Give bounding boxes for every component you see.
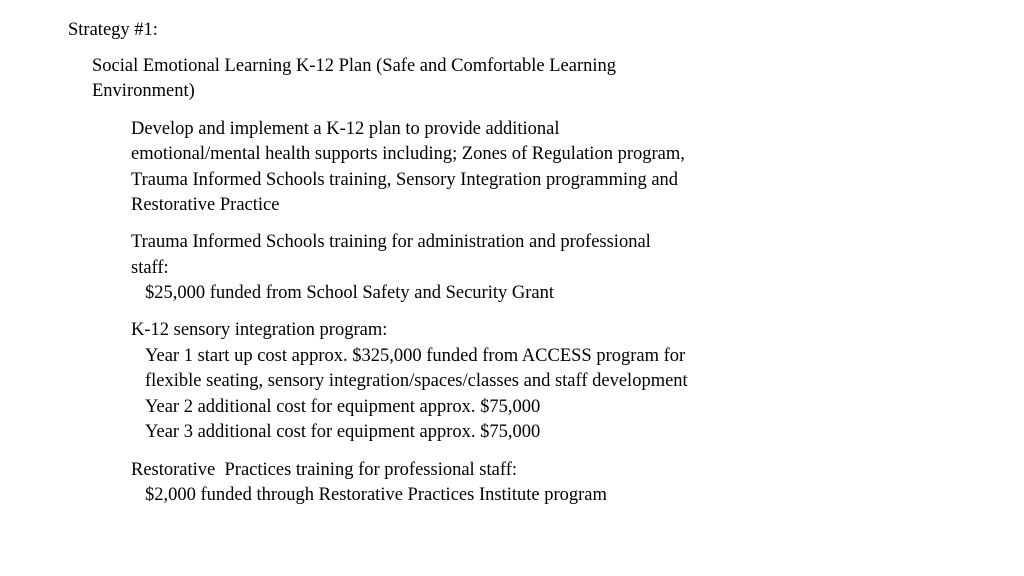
sensory-program-year-3: Year 3 additional cost for equipment approx. $75,000 bbox=[145, 422, 541, 442]
restorative-practices-funding: $2,000 funded through Restorative Practices Institute program bbox=[145, 485, 607, 505]
sensory-program-year-2: Year 2 additional cost for equipment approx. $75,000 bbox=[145, 397, 541, 417]
plan-subheading-line-2: Environment) bbox=[92, 81, 195, 101]
restorative-practices-line-1: Restorative Practices training for professional staff: bbox=[131, 460, 517, 480]
sensory-program-year-1: Year 1 start up cost approx. $325,000 funded from ACCESS program for bbox=[145, 346, 686, 366]
strategy-heading: Strategy #1: bbox=[68, 20, 158, 40]
trauma-training-line-1: Trauma Informed Schools training for administration and professional bbox=[131, 232, 651, 252]
plan-subheading-line-1: Social Emotional Learning K-12 Plan (Safe and Comfortable Learning bbox=[92, 56, 617, 76]
develop-plan-line-3: Trauma Informed Schools training, Sensory Integration programming and bbox=[131, 170, 679, 190]
develop-plan-line-1: Develop and implement a K-12 plan to provide additional bbox=[131, 119, 560, 139]
sensory-program-year-1-continued: flexible seating, sensory integration/spaces/classes and staff development bbox=[145, 371, 688, 391]
trauma-training-line-2: staff: bbox=[131, 258, 169, 278]
trauma-training-funding: $25,000 funded from School Safety and Security Grant bbox=[145, 283, 554, 303]
sensory-program-line-1: K-12 sensory integration program: bbox=[131, 320, 388, 340]
develop-plan-line-4: Restorative Practice bbox=[131, 195, 280, 215]
develop-plan-line-2: emotional/mental health supports including; Zones of Regulation program, bbox=[131, 144, 685, 164]
